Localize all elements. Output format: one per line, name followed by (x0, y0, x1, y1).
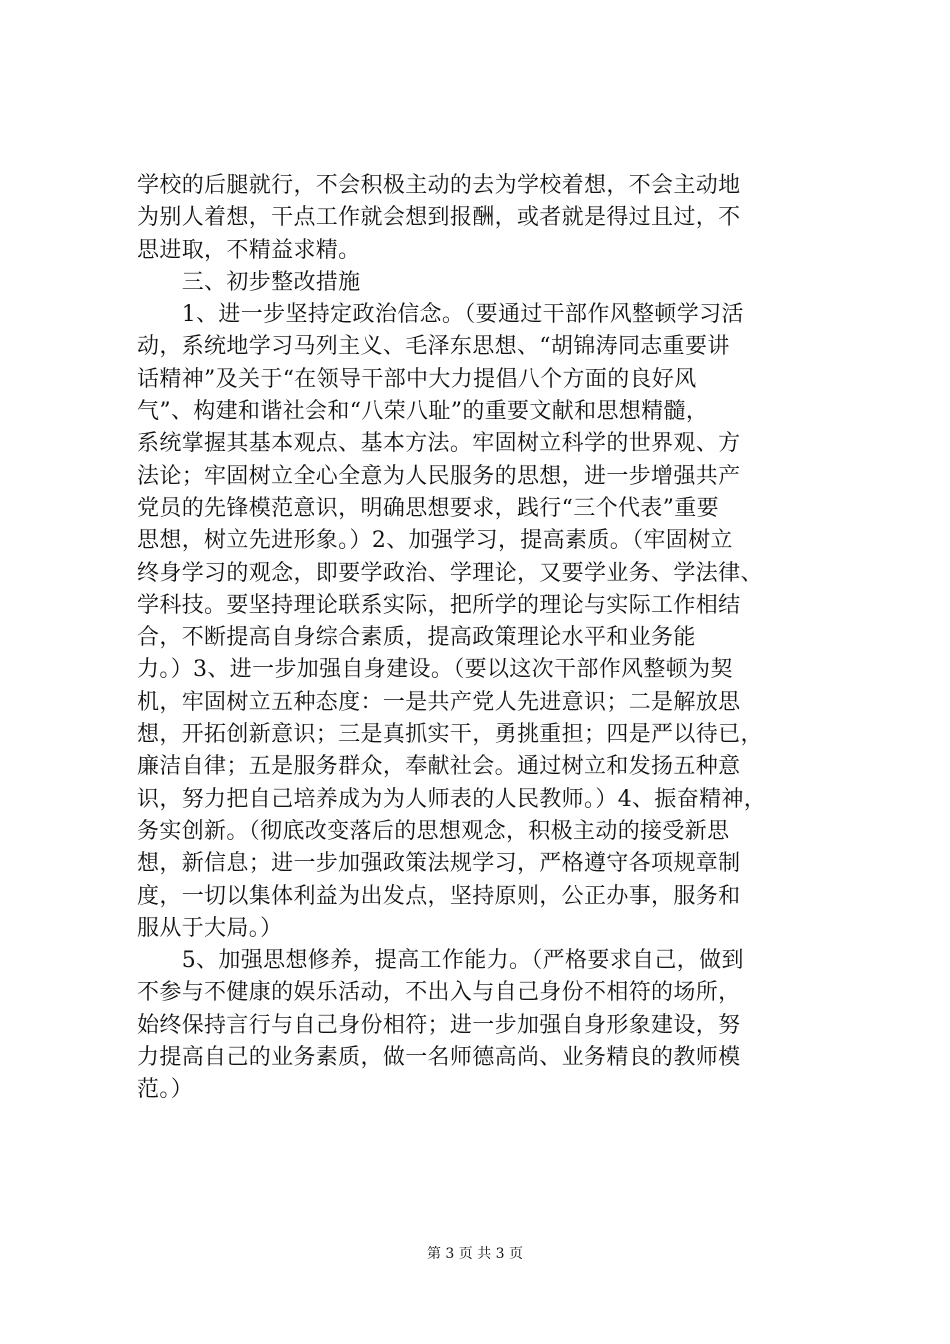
page-number-footer: 第 3 页 共 3 页 (426, 1246, 524, 1262)
document-body (137, 170, 837, 1107)
text-line: 动，系统地学习马列主义、毛泽东思想、“胡锦涛同志重要讲 (137, 334, 730, 360)
text-line: 不参与不健康的娱乐活动，不出入与自己身份不相符的场所， (137, 980, 741, 1006)
text-line: 5、加强思想修养，提高工作能力。（严格要求自己，做到 (137, 948, 744, 974)
text-line: 法论；牢固树立全心全意为人民服务的思想，进一步增强共产 (137, 463, 741, 489)
text-line: 度，一切以集体利益为出发点，坚持原则，公正办事，服务和 (137, 883, 741, 909)
text-line: 识，努力把自己培养成为为人师表的人民教师。）4、振奋精神， (137, 786, 767, 812)
text-line: 廉洁自律；五是服务群众，奉献社会。通过树立和发扬五种意 (137, 754, 741, 780)
text-line: 思想，树立先进形象。）2、加强学习，提高素质。（牢固树立 (137, 528, 733, 554)
text-line: 1、进一步坚持定政治信念。（要通过干部作风整顿学习活 (137, 302, 744, 328)
text-line: 力。）3、进一步加强自身建设。（要以这次干部作风整顿为契 (137, 657, 733, 683)
text-line: 话精神”及关于“在领导干部中大力提倡八个方面的良好风 (137, 366, 697, 392)
text-line: 始终保持言行与自己身份相符；进一步加强自身形象建设，努 (137, 1012, 741, 1038)
text-line: 思进取，不精益求精。 (137, 237, 361, 263)
text-line: 学科技。要坚持理论联系实际，把所学的理论与实际工作相结 (137, 592, 741, 618)
text-line: 学校的后腿就行，不会积极主动的去为学校着想，不会主动地 (137, 173, 741, 198)
text-line: 党员的先锋模范意识，明确思想要求，践行“三个代表”重要 (137, 495, 719, 521)
text-line: 为别人着想，干点工作就会想到报酬，或者就是得过且过，不 (137, 205, 741, 231)
text-line: 服从于大局。） (137, 915, 283, 941)
text-line: 气”、构建和谐社会和“八荣八耻”的重要文献和思想精髓， (137, 399, 709, 425)
text-line: 系统掌握其基本观点、基本方法。牢固树立科学的世界观、方 (137, 431, 741, 457)
text-line: 务实创新。（彻底改变落后的思想观念，积极主动的接受新思 (137, 818, 730, 844)
section-heading: 三、初步整改措施 (137, 269, 361, 295)
text-line: 想，新信息；进一步加强政策法规学习，严格遵守各项规章制 (137, 851, 741, 877)
text-line: 合，不断提高自身综合素质，提高政策理论水平和业务能 (137, 625, 696, 651)
text-line: 想，开拓创新意识；三是真抓实干，勇挑重担；四是严以待已， (137, 722, 763, 748)
text-line: 力提高自己的业务素质，做一名师德高尚、业务精良的教师模 (137, 1045, 741, 1071)
text-line: 机，牢固树立五种态度：一是共产党人先进意识；二是解放思 (137, 689, 741, 715)
text-line: 终身学习的观念，即要学政治、学理论，又要学业务、学法律、 (137, 560, 763, 586)
text-line: 范。） (137, 1077, 194, 1103)
